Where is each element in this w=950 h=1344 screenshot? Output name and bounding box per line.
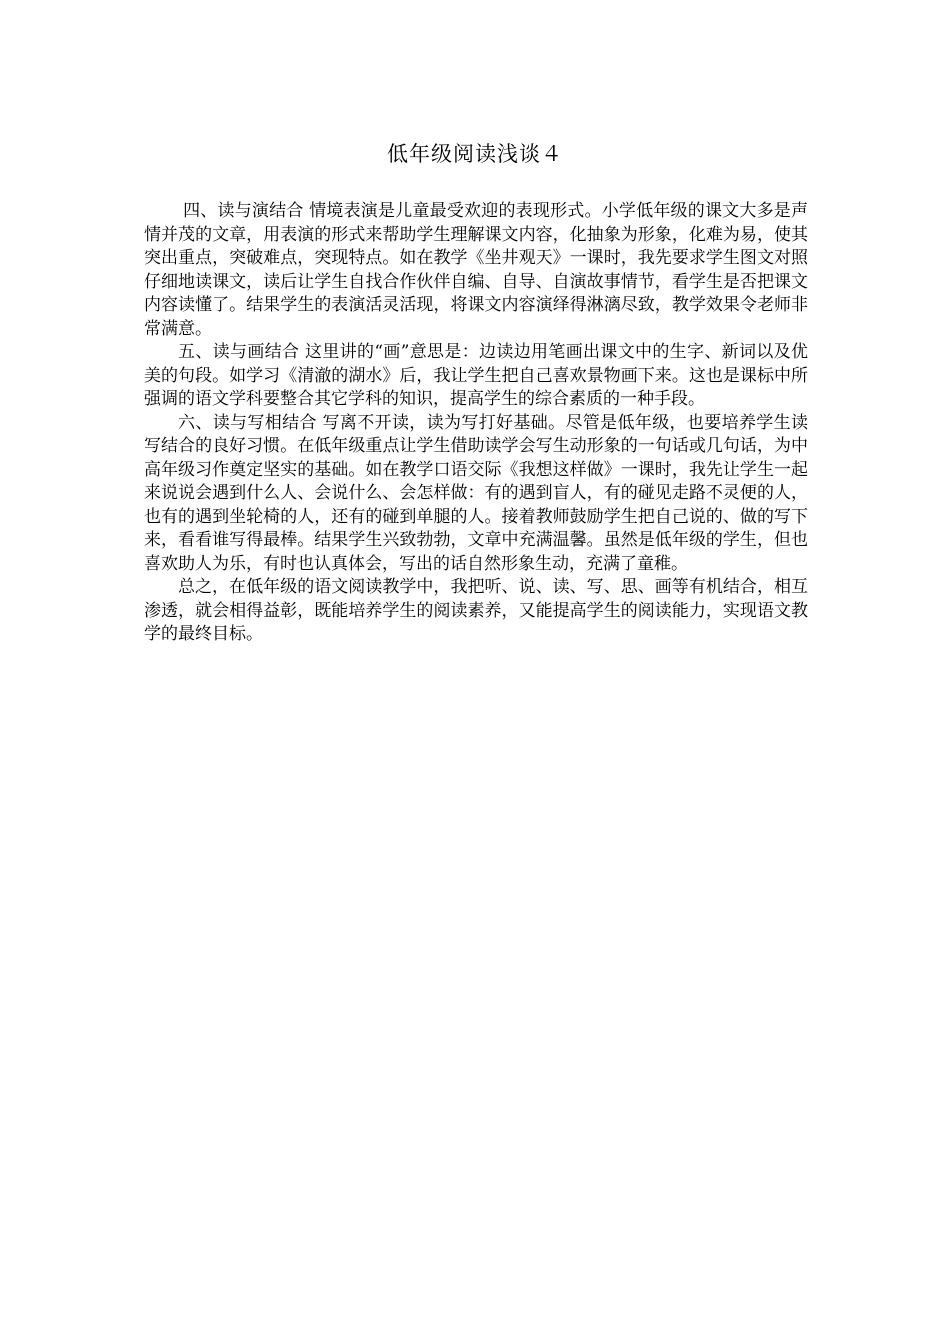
paragraph-read-and-act: 四、读与演结合 情境表演是儿童最受欢迎的表现形式。小学低年级的课文大多是声情并茂的文章，用表演的形式来帮助学生理解课文内容，化抽象为形象，化难为易，使其突出重点，突破难点，突现特点。如在教学《坐井观天》一课时，我先要求学生图文对照仔细地读课文，读后让学生自找合作伙伴自编、自导、自演故事情节，看学生是否把课文内容读懂了。结果学生的表演活灵活现，将课文内容演绎得淋漓尽致，教学效果令老师非常满意。: [144, 201, 808, 339]
document-title: 低年级阅读浅谈４: [387, 142, 563, 166]
paragraph-conclusion: 总之，在低年级的语文阅读教学中，我把听、说、读、写、思、画等有机结合，相互渗透，就会相得益彰，既能培养学生的阅读素养，又能提高学生的阅读能力，实现语文教学的最终目标。: [144, 577, 808, 644]
paragraph-read-and-draw: 五、读与画结合 这里讲的“画”意思是：边读边用笔画出课文中的生字、新词以及优美的句段。如学习《清澈的湖水》后，我让学生把自己喜欢景物画下来。这也是课标中所强调的语文学科要整合其它学科的知识，提高学生的综合素质的一种手段。: [144, 342, 808, 409]
document-body: [144, 200, 808, 647]
paragraph-read-and-write: 六、读与写相结合 写离不开读，读为写打好基础。尽管是低年级，也要培养学生读写结合的良好习惯。在低年级重点让学生借助读学会写生动形象的一句话或几句话，为中高年级习作奠定坚实的基础。如在教学口语交际《我想这样做》一课时，我先让学生一起来说说会遇到什么人、会说什么、会怎样做：有的遇到盲人，有的碰见走路不灵便的人，也有的遇到坐轮椅的人，还有的碰到单腿的人。接着教师鼓励学生把自己说的、做的写下来，看看谁写得最棒。结果学生兴致勃勃，文章中充满温馨。虽然是低年级的学生，但也喜欢助人为乐，有时也认真体会，写出的话自然形象生动，充满了童稚。: [144, 412, 808, 574]
